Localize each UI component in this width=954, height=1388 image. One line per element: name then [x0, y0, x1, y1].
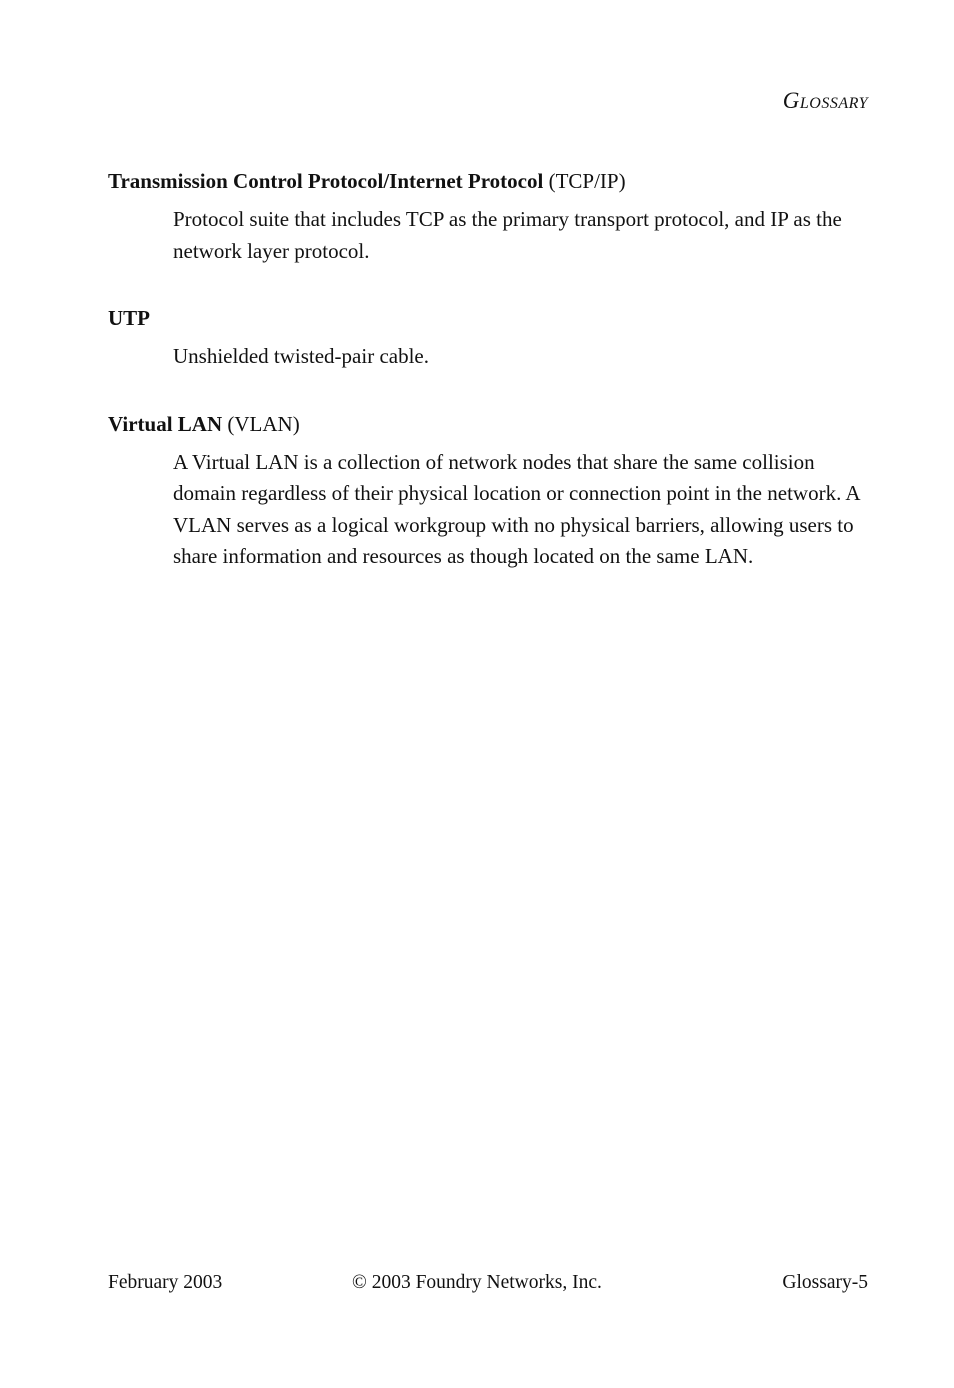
- footer-copyright: © 2003 Foundry Networks, Inc.: [352, 1272, 602, 1293]
- term-abbreviation: (TCP/IP): [548, 169, 626, 193]
- entry-term: [108, 166, 868, 196]
- term-name: Transmission Control Protocol/Internet Protocol: [108, 169, 544, 193]
- term-name: UTP: [108, 306, 150, 330]
- glossary-entry: [108, 166, 868, 267]
- footer-date: February 2003: [108, 1272, 223, 1293]
- footer-page-number: Glossary-5: [782, 1272, 868, 1293]
- term-abbreviation: (VLAN): [227, 411, 300, 436]
- term-name: Virtual LAN: [108, 411, 223, 436]
- glossary-entry: [108, 303, 868, 373]
- entry-definition: A Virtual LAN is a collection of network nodes that share the same collision domain regardless of their physical location or connection point in the network. A VLAN serves as a logical workgroup with no physical barriers, allowing users to share information and resources as though located on the same LAN.: [173, 449, 860, 568]
- glossary-entry: [108, 409, 868, 573]
- page-footer: [108, 1272, 868, 1302]
- glossary-body: [108, 166, 868, 609]
- entry-term: [108, 303, 868, 333]
- entry-definition: Protocol suite that includes TCP as the primary transport protocol, and IP as the network layer protocol.: [173, 207, 842, 263]
- running-header: Glossary: [782, 88, 868, 113]
- entry-term: [108, 409, 868, 439]
- entry-definition: Unshielded twisted-pair cable.: [173, 344, 429, 368]
